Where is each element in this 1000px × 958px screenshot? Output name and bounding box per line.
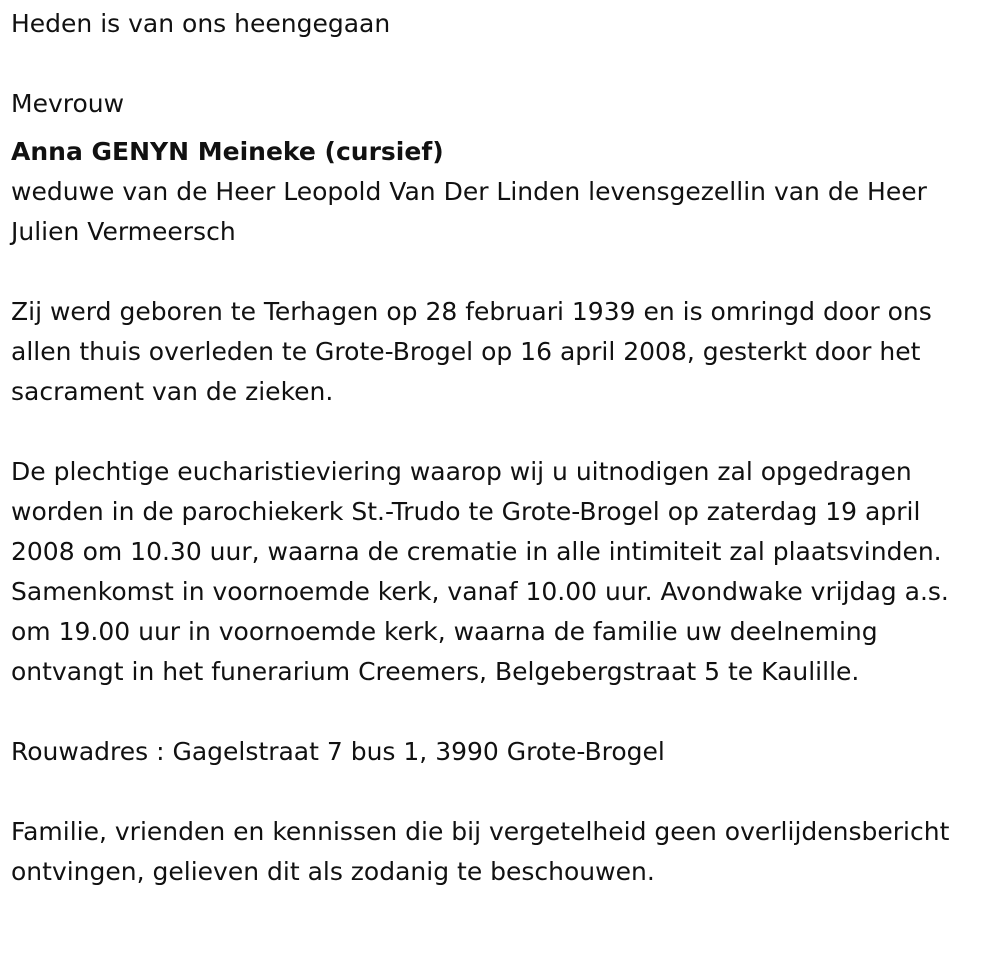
relation-paragraph: weduwe van de Heer Leopold Van Der Linden levensgezellin van de Heer Julien Vermeersch bbox=[11, 177, 927, 246]
deceased-name: Anna GENYN Meineke (cursief) bbox=[11, 137, 444, 166]
mourning-address: Rouwadres : Gagelstraat 7 bus 1, 3990 Grote-Brogel bbox=[11, 737, 665, 766]
closing-paragraph: Familie, vrienden en kennissen die bij vergetelheid geen overlijdensbericht ontvingen, gelieven dit als zodanig te beschouwen. bbox=[11, 817, 950, 886]
ceremony-paragraph: De plechtige eucharistieviering waarop wij u uitnodigen zal opgedragen worden in de parochiekerk St.-Trudo te Grote-Brogel op zaterdag 19 april 2008 om 10.30 uur, waarna de crematie in alle intimiteit zal plaatsvinden. Samenkomst in voornoemde kerk, vanaf 10.00 uur. Avondwake vrijdag a.s. om 19.00 uur in voornoemde kerk, waarna de familie uw deelneming ontvangt in het funerarium Creemers, Belgebergstraat 5 te Kaulille. bbox=[11, 457, 949, 686]
intro-line: Heden is van ons heengegaan bbox=[11, 9, 391, 38]
birth-death-paragraph: Zij werd geboren te Terhagen op 28 februari 1939 en is omringd door ons allen thuis overleden te Grote-Brogel op 16 april 2008, gesterkt door het sacrament van de zieken. bbox=[11, 297, 932, 406]
salutation: Mevrouw bbox=[11, 89, 125, 118]
